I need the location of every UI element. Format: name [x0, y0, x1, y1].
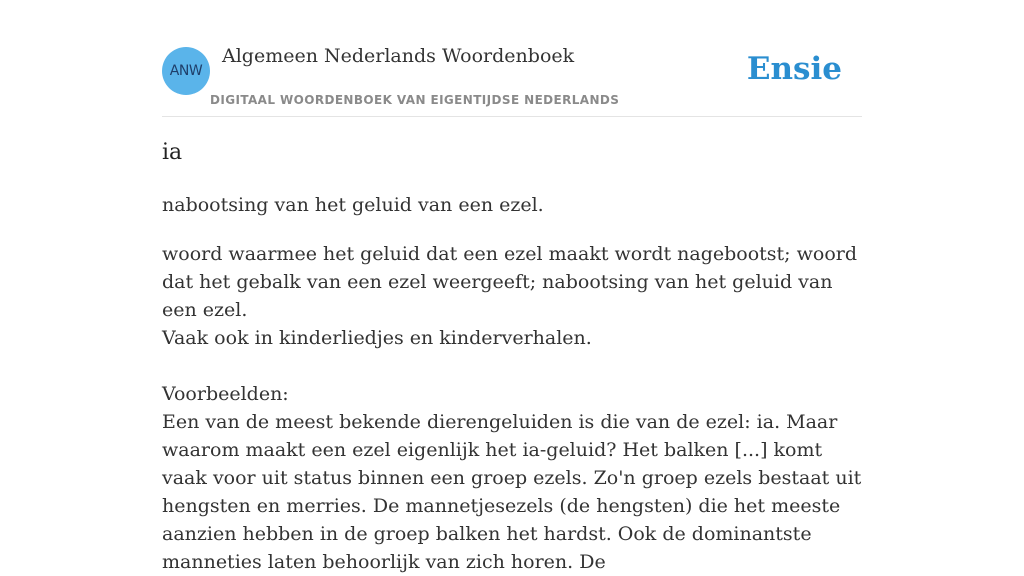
site-title[interactable]: Algemeen Nederlands Woordenboek [222, 45, 575, 67]
site-subtitle: DIGITAAL WOORDENBOEK VAN EIGENTIJDSE NEDERLANDS [210, 93, 620, 107]
page [162, 0, 862, 573]
paragraph-spacer [162, 352, 862, 380]
example-text: Een van de meest bekende dierengeluiden is die van de ezel: ia. Maar waarom maakt een ezel eigenlijk het ia-geluid? Het balken [...] komt vaak voor uit status binnen een groep ezels. Zo'n groep ezels bestaat uit hengsten en merries. De mannetjesezels (de hengsten) die het meeste aanzien hebben in de groep balken het hardst. Ook de dominantste manneties laten behoorlijk van zich horen. De [162, 411, 862, 573]
examples-label: Voorbeelden: [162, 383, 289, 405]
ensie-logo[interactable]: Ensie [746, 51, 842, 87]
site-header [162, 0, 862, 117]
entry-definition: woord waarmee het geluid dat een ezel maakt wordt nagebootst; woord dat het gebalk van een ezel weergeeft; nabootsing van het geluid van een ezel. [162, 243, 858, 321]
entry-headword: ia [162, 140, 183, 165]
entry-body [162, 240, 862, 576]
anw-logo[interactable]: ANW [162, 47, 210, 95]
entry-note: Vaak ook in kinderliedjes en kinderverhalen. [162, 327, 592, 349]
entry-short-definition: nabootsing van het geluid van een ezel. [162, 194, 544, 216]
